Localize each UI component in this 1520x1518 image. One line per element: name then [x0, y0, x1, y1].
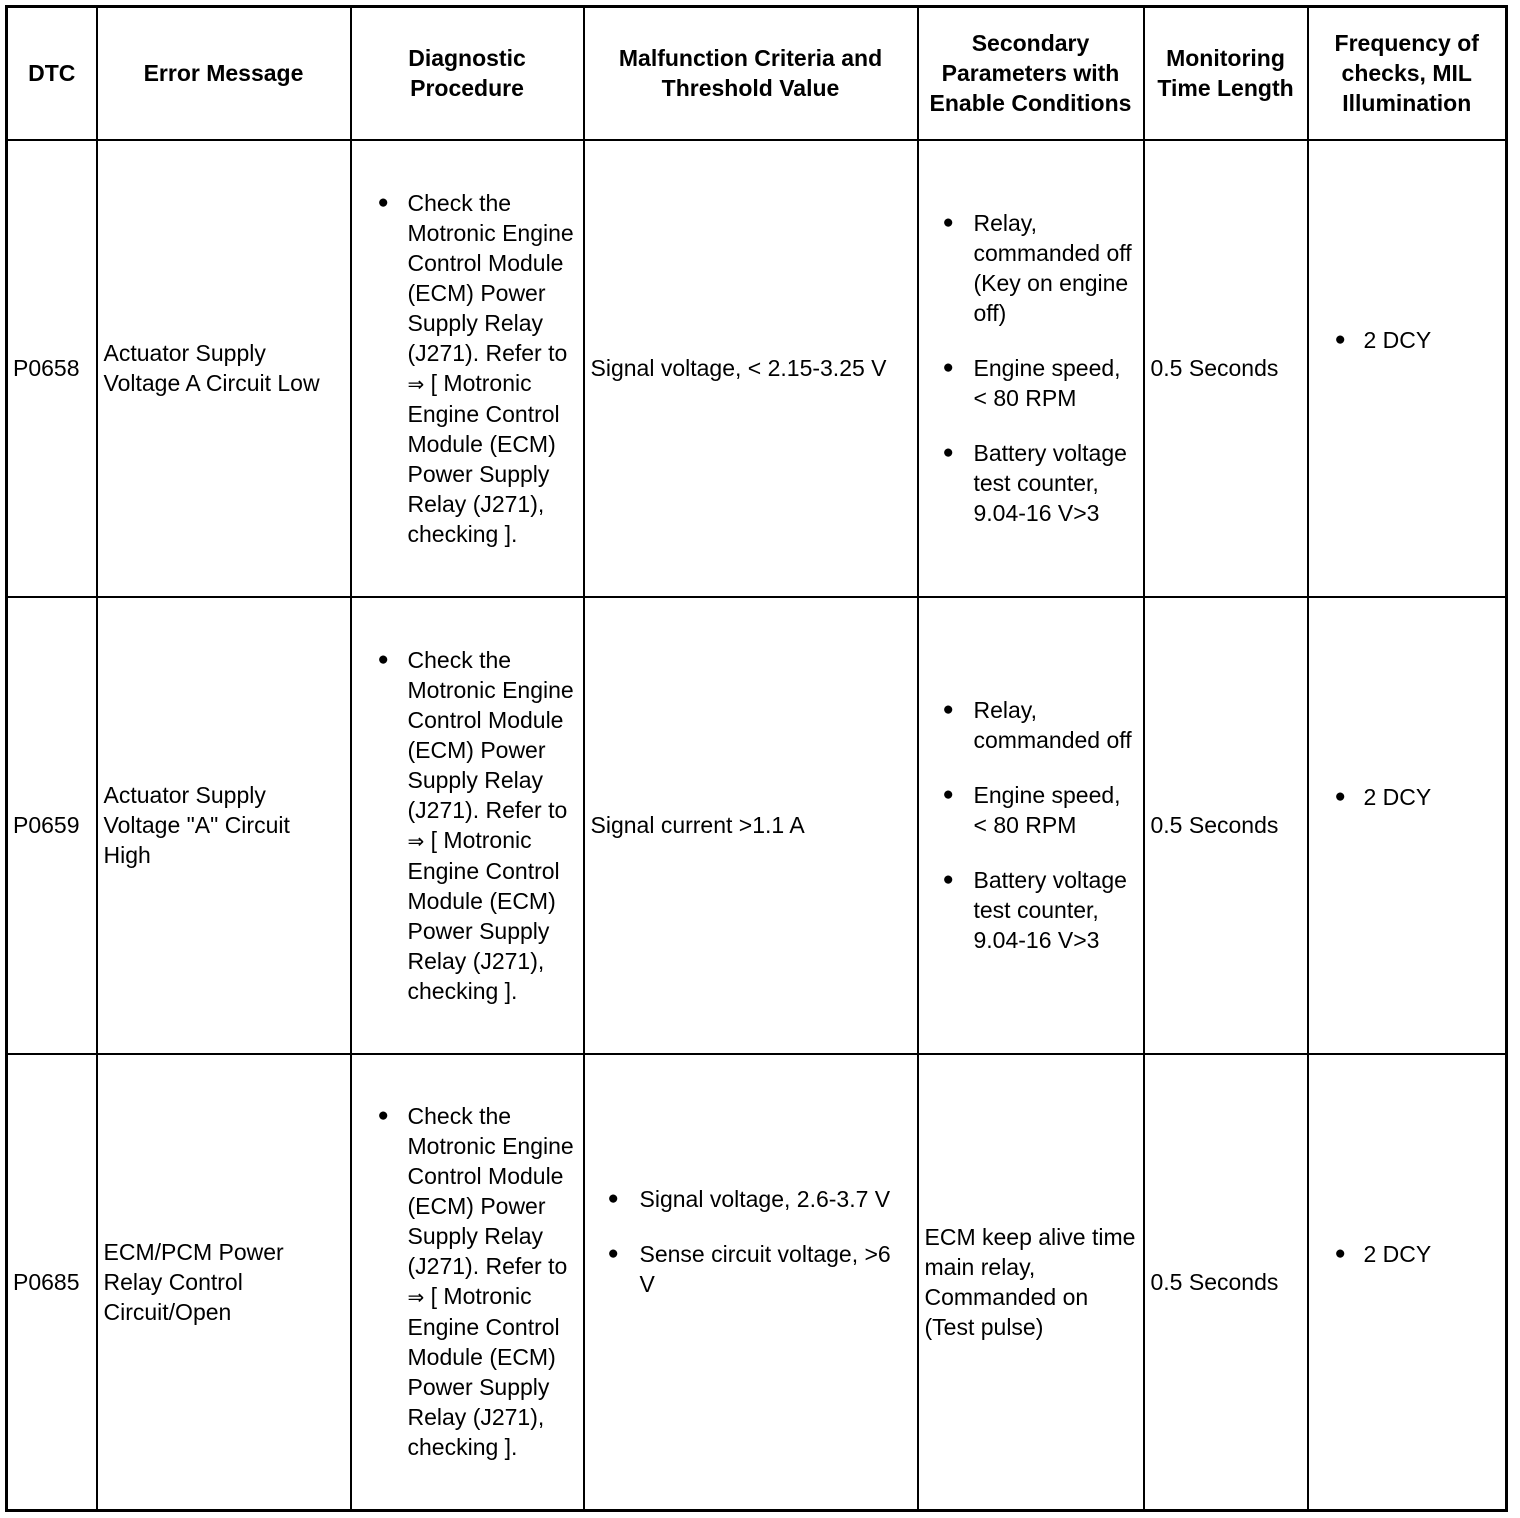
secondary-item: ● Engine speed, < 80 RPM	[925, 780, 1137, 840]
secondary-item: ● Engine speed, < 80 RPM	[925, 353, 1137, 413]
header-error-message: Error Message	[97, 7, 351, 140]
monitoring-time: 0.5 Seconds	[1144, 597, 1308, 1054]
frequency-item: ● 2 DCY	[1315, 325, 1500, 355]
diagnostic-procedure	[351, 1054, 584, 1511]
secondary-parameters	[918, 140, 1144, 597]
procedure-text: Check the Motronic Engine Control Module (ECM) Power Supply Relay (J271). Refer to	[407, 646, 574, 823]
error-message: Actuator Supply Voltage A Circuit Low	[97, 140, 351, 597]
malfunction-item: ● Signal voltage, 2.6-3.7 V	[591, 1184, 911, 1214]
procedure-link[interactable]: [ Motronic Engine Control Module (ECM) Power Supply Relay (J271), checking ].	[407, 369, 560, 547]
secondary-item: ● Battery voltage test counter, 9.04-16 V>3	[925, 438, 1137, 528]
monitoring-time: 0.5 Seconds	[1144, 140, 1308, 597]
procedure-item	[358, 188, 577, 549]
dtc-code: P0658	[7, 140, 97, 597]
frequency-cell	[1308, 1054, 1507, 1511]
procedure-link[interactable]: [ Motronic Engine Control Module (ECM) Power Supply Relay (J271), checking ].	[407, 1283, 560, 1461]
header-dtc: DTC	[7, 7, 97, 140]
procedure-item	[358, 1101, 577, 1462]
link-arrow-icon[interactable]: ⇒	[407, 1285, 425, 1310]
malfunction-item: ● Sense circuit voltage, >6 V	[591, 1239, 911, 1299]
table-row	[7, 1054, 1507, 1511]
header-row	[7, 7, 1507, 140]
dtc-code: P0685	[7, 1054, 97, 1511]
malfunction-criteria	[584, 1054, 918, 1511]
dtc-code: P0659	[7, 597, 97, 1054]
link-arrow-icon[interactable]: ⇒	[407, 371, 425, 396]
header-secondary-parameters: Secondary Parameters with Enable Conditions	[918, 7, 1144, 140]
secondary-item: ● Battery voltage test counter, 9.04-16 V>3	[925, 865, 1137, 955]
procedure-text: Check the Motronic Engine Control Module (ECM) Power Supply Relay (J271). Refer to	[407, 1103, 574, 1280]
header-monitoring-time: Monitoring Time Length	[1144, 7, 1308, 140]
frequency-item: ● 2 DCY	[1315, 782, 1500, 812]
procedure-item	[358, 645, 577, 1006]
secondary-parameters: ECM keep alive time main relay, Commanded on (Test pulse)	[918, 1054, 1144, 1511]
error-message: ECM/PCM Power Relay Control Circuit/Open	[97, 1054, 351, 1511]
malfunction-criteria: Signal current >1.1 A	[584, 597, 918, 1054]
procedure-text: Check the Motronic Engine Control Module (ECM) Power Supply Relay (J271). Refer to	[407, 189, 574, 366]
secondary-item: ● Relay, commanded off (Key on engine off)	[925, 208, 1137, 328]
secondary-item: ● Relay, commanded off	[925, 695, 1137, 755]
table-row	[7, 597, 1507, 1054]
malfunction-criteria: Signal voltage, < 2.15-3.25 V	[584, 140, 918, 597]
secondary-parameters	[918, 597, 1144, 1054]
header-diagnostic-procedure: Diagnostic Procedure	[351, 7, 584, 140]
table-row	[7, 140, 1507, 597]
error-message: Actuator Supply Voltage "A" Circuit High	[97, 597, 351, 1054]
frequency-cell	[1308, 597, 1507, 1054]
link-arrow-icon[interactable]: ⇒	[407, 828, 425, 853]
header-frequency: Frequency of checks, MIL Illumination	[1308, 7, 1507, 140]
frequency-item: ● 2 DCY	[1315, 1239, 1500, 1269]
dtc-table	[5, 5, 1508, 1512]
diagnostic-procedure	[351, 140, 584, 597]
monitoring-time: 0.5 Seconds	[1144, 1054, 1308, 1511]
header-malfunction-criteria: Malfunction Criteria and Threshold Value	[584, 7, 918, 140]
diagnostic-procedure	[351, 597, 584, 1054]
procedure-link[interactable]: [ Motronic Engine Control Module (ECM) Power Supply Relay (J271), checking ].	[407, 826, 560, 1004]
frequency-cell	[1308, 140, 1507, 597]
